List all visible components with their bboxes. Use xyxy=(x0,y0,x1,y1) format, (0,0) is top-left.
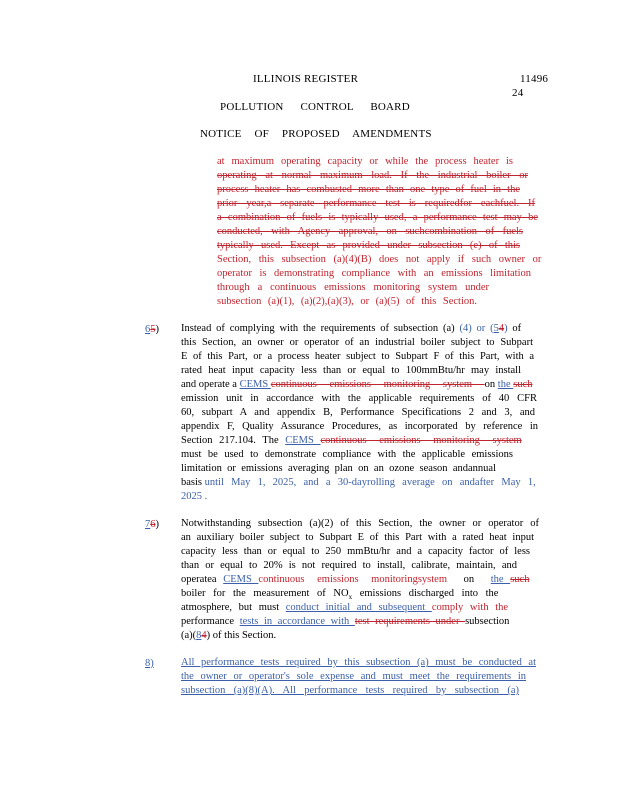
deleted-line: prior year,a separate performance test is requiredfor eachfuel. If xyxy=(217,198,535,209)
deleted-line: a combination of fuels is typically used, a performance test may be xyxy=(217,212,538,223)
text-line xyxy=(181,477,536,489)
text-span: of xyxy=(507,323,522,334)
deleted-text: 4 xyxy=(201,630,207,641)
text-span: on xyxy=(447,574,491,585)
text-span: Section, xyxy=(217,254,252,265)
inserted-text: ) xyxy=(504,323,508,334)
inserted-text: conduct initial and subsequent xyxy=(285,602,432,613)
number-paren: ) xyxy=(155,324,159,335)
number-paren: ) xyxy=(155,519,159,530)
text-line xyxy=(181,324,541,335)
text-line: rated heat input capacity less than or equal to 100mmBtu/hr may install xyxy=(181,365,521,376)
text-line: appendix F, Quality Assurance Procedures, as incorporated by reference in xyxy=(181,421,538,432)
deleted-text: such xyxy=(510,574,530,585)
text-line: through a continuous emissions monitoring system under xyxy=(217,282,489,293)
inserted-text: 5 xyxy=(493,323,499,334)
text-line: than or equal to 20% is not required to install, calibrate, maintain, and xyxy=(181,560,517,571)
inserted-line: All performance tests required by this subsection (a) must be conducted at xyxy=(181,657,536,668)
inserted-text: the xyxy=(497,379,514,390)
inserted-text: tests in accordance with xyxy=(239,616,355,627)
deleted-line: operating at normal maximum load. If the industrial boiler or xyxy=(217,170,528,181)
text-line xyxy=(181,435,522,447)
deleted-line: typically used. Except as provided under subsection (e) of this xyxy=(217,240,520,251)
deleted-text: 4 xyxy=(498,323,505,334)
deleted-text: continuous emissions monitoringsystem xyxy=(258,574,447,585)
text-line xyxy=(181,631,276,642)
inserted-text: (4) or ( xyxy=(459,323,494,334)
text-span: operatea xyxy=(181,574,224,585)
text-line xyxy=(181,380,537,391)
inserted-text: 2025 . xyxy=(181,491,208,502)
deleted-line: process heater has combusted more than one type of fuel in the xyxy=(217,184,520,195)
text-line: capacity less than or equal to 250 mmBtu/hr and a capacity factor of less xyxy=(181,546,530,557)
text-line: emission unit in accordance with the applicable requirements of 40 CFR xyxy=(181,393,537,404)
deleted-text: continuous emissions monitoring system xyxy=(320,435,522,446)
text-line: subsection (a)(1), (a)(2),(a)(3), or (a)(5) of this Section. xyxy=(217,296,477,307)
text-line xyxy=(181,574,530,586)
text-span: this subsection (a)(4)(B) does not apply if such owner or xyxy=(251,254,542,265)
inserted-line: subsection (a)(8)(A). All performance tests required by subsection (a) xyxy=(181,685,519,696)
deleted-text: continuous emissions monitoring system xyxy=(270,379,485,390)
text-span: emissions discharged into the xyxy=(352,588,499,599)
old-number: 5 xyxy=(150,324,156,335)
text-line xyxy=(181,603,511,614)
text-span: Section 217.104. The xyxy=(181,435,286,446)
paragraph-number xyxy=(145,324,159,335)
deleted-text: such xyxy=(513,379,533,390)
text-line xyxy=(181,589,511,601)
text-span: performance xyxy=(181,616,240,627)
inserted-text: the xyxy=(490,574,511,585)
text-span: on xyxy=(484,379,498,390)
deleted-text: test requirements under xyxy=(354,616,466,627)
text-span: boiler for the measurement of NO xyxy=(181,588,349,599)
paragraph-number xyxy=(145,519,159,530)
text-span: and operate a xyxy=(181,379,240,390)
text-span: Instead of complying with the requirements of subsection (a) xyxy=(181,323,460,334)
text-line: this Section, an owner or operator of an industrial boiler subject to Subpart xyxy=(181,337,533,348)
inserted-text: until May 1, 2025, and a 30-dayrolling average on andafter May 1, xyxy=(204,477,536,488)
deleted-line: conducted, with Agency approval, on suchcombination of fuels xyxy=(217,226,523,237)
register-title: ILLINOIS REGISTER xyxy=(253,73,359,85)
text-line: Notwithstanding subsection (a)(2) of this Section, the owner or operator of xyxy=(181,518,539,529)
issue-number: 24 xyxy=(512,87,524,99)
text-line: 60, subpart A and appendix B, Performance Specifications 2 and 3, and xyxy=(181,407,535,418)
subscript: x xyxy=(348,593,353,602)
text-span: basis xyxy=(181,477,205,488)
old-number: 6 xyxy=(150,519,156,530)
text-line: must be used to demonstrate compliance with the applicable emissions xyxy=(181,449,513,460)
inserted-text: CEMS xyxy=(239,379,271,390)
new-number: 7 xyxy=(145,519,151,530)
board-name: POLLUTION CONTROL BOARD xyxy=(220,101,410,113)
deleted-text: comply with the xyxy=(431,602,509,613)
text-span: atmosphere, but must xyxy=(181,602,286,613)
text-line: operator is demonstrating compliance with an emissions limitation xyxy=(217,268,531,279)
new-number: 6 xyxy=(145,324,151,335)
inserted-text: CEMS xyxy=(223,574,259,585)
text-line: E of this Part, or a process heater subject to Subpart F of this Part, with a xyxy=(181,351,534,362)
notice-title: NOTICE OF PROPOSED AMENDMENTS xyxy=(200,128,432,140)
text-span: (a)( xyxy=(181,630,197,641)
text-line: limitation or emissions averaging plan on an ozone season andannual xyxy=(181,463,496,474)
paragraph-number: 8) xyxy=(145,658,154,669)
text-span: subsection xyxy=(465,616,510,627)
inserted-text: 8 xyxy=(196,630,202,641)
page-number: 11496 xyxy=(520,73,549,85)
text-line: an auxiliary boiler subject to Subpart E of this Part with a rated heat input xyxy=(181,532,534,543)
text-line xyxy=(217,254,542,266)
text-line: at maximum operating capacity or while the process heater is xyxy=(217,156,513,167)
text-span: ) of this Section. xyxy=(206,630,277,641)
inserted-line: the owner or operator's sole expense and must meet the requirements in xyxy=(181,671,526,682)
inserted-text: CEMS xyxy=(285,435,321,446)
text-line xyxy=(181,617,521,628)
